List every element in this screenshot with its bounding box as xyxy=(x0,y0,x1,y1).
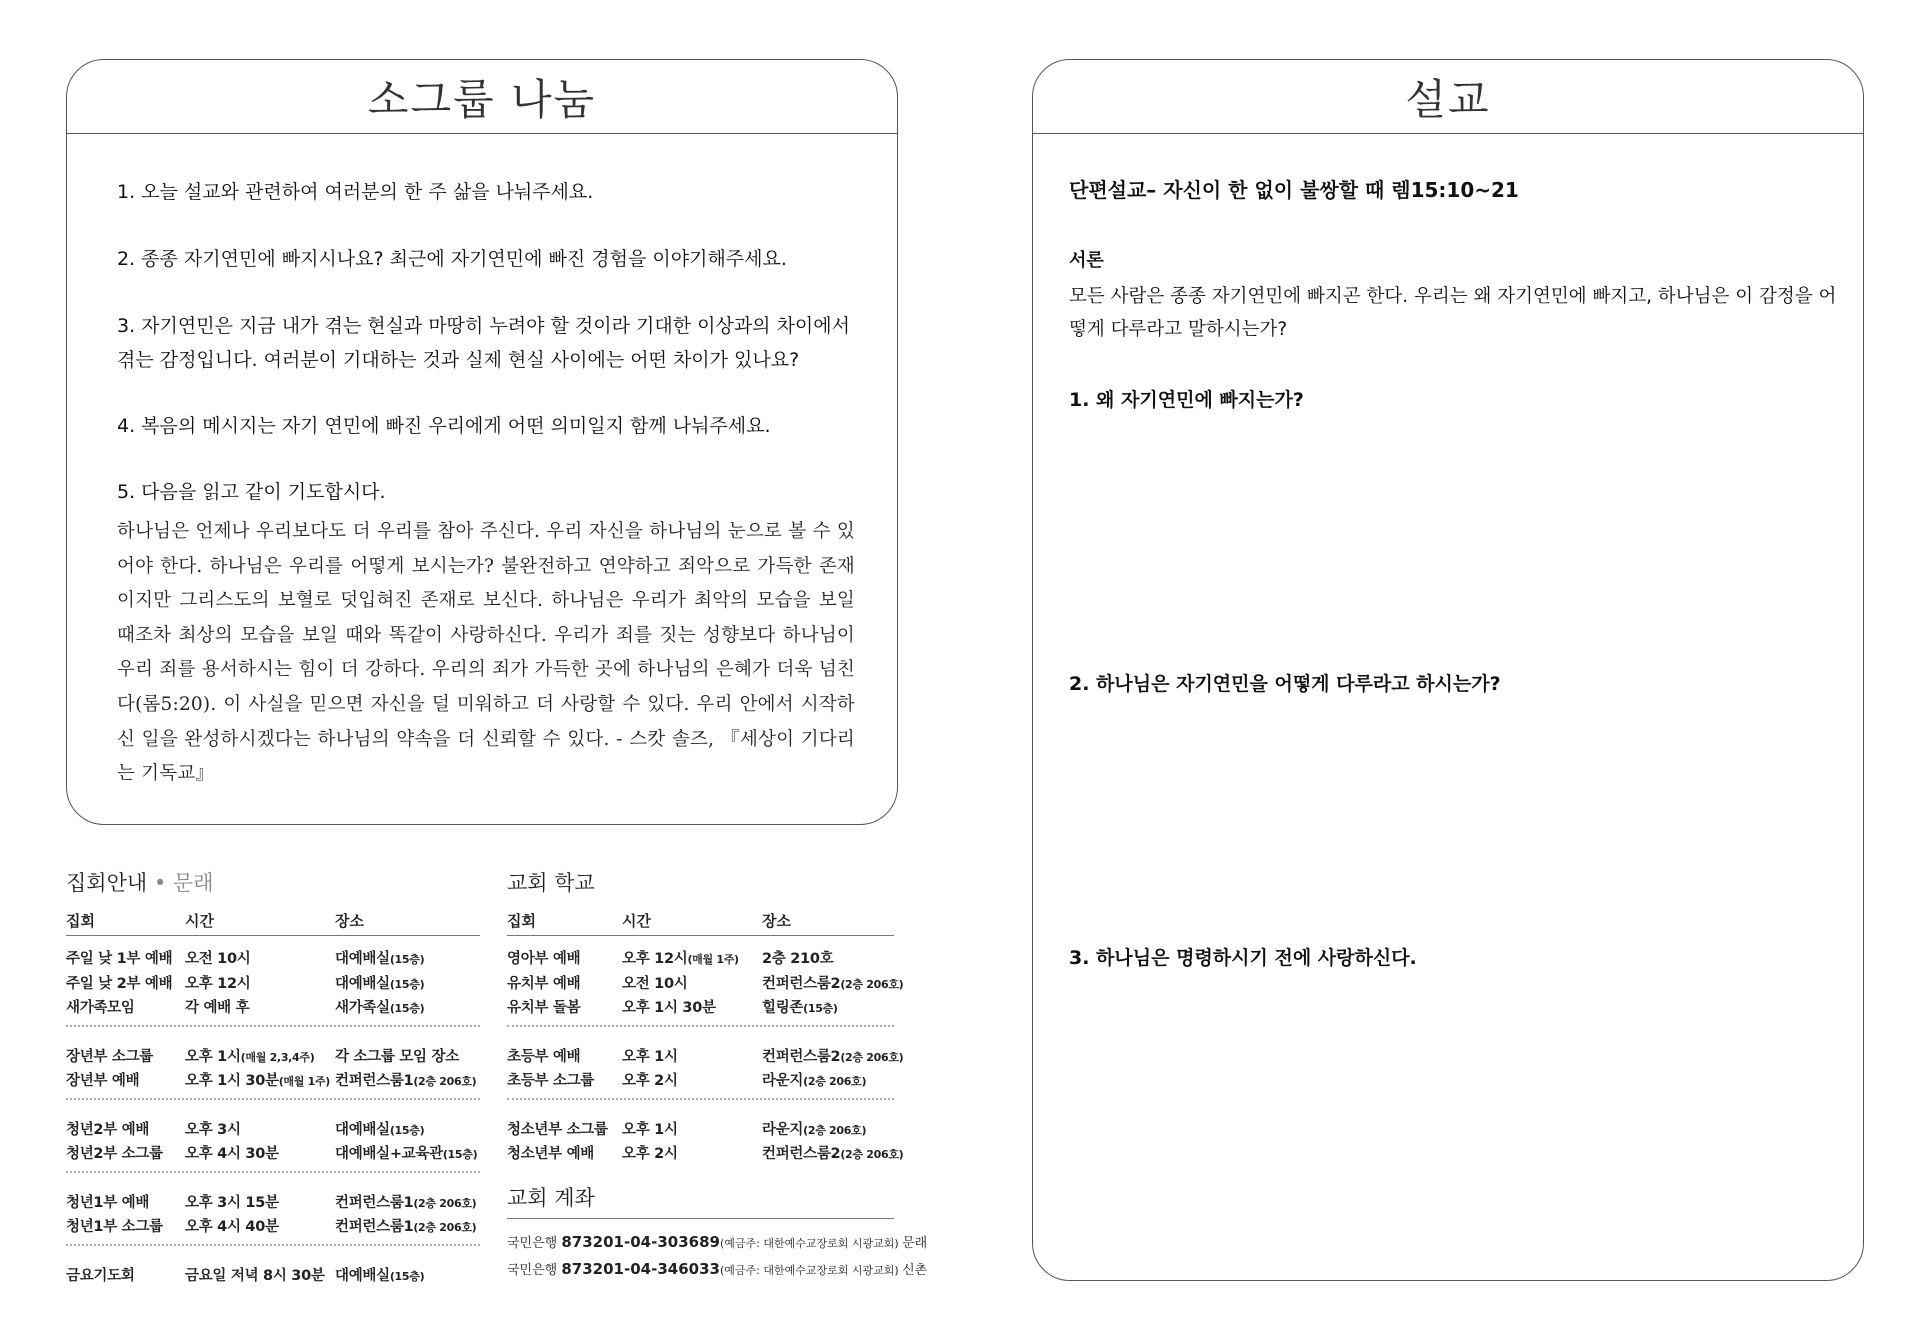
school-header-name: 집회 xyxy=(507,912,536,930)
sermon-point-3: 3. 하나님은 명령하시기 전에 사랑하신다. xyxy=(1069,947,1417,969)
meetings-row-time xyxy=(185,1264,325,1285)
school-group-divider xyxy=(507,1025,894,1027)
account-holder: (예금주: 대한예수교장로회 시광교회) xyxy=(719,1237,903,1250)
meetings-title-suffix: • 문래 xyxy=(153,871,214,895)
school-row-place xyxy=(762,1069,866,1090)
meetings-row-time xyxy=(185,1069,330,1090)
meetings-time-text: 오전 10시 xyxy=(185,951,251,967)
meetings-row-name: 청년1부 예배 xyxy=(66,1194,150,1211)
meetings-row-place xyxy=(335,1215,476,1236)
meetings-time-text: 각 예배 후 xyxy=(185,1000,250,1016)
meetings-place-note: (2층 206호) xyxy=(413,1196,477,1210)
school-time-text: 오후 12시 xyxy=(622,951,688,967)
meetings-row-name: 새가족모임 xyxy=(66,1000,135,1016)
meetings-row-place xyxy=(335,996,424,1017)
meetings-row-place xyxy=(335,1191,476,1212)
school-time-text: 오전 10시 xyxy=(622,975,688,992)
meetings-row-place xyxy=(335,1142,477,1163)
meetings-row-place xyxy=(335,947,424,968)
school-row-time xyxy=(622,996,716,1017)
school-row-name: 초등부 예배 xyxy=(507,1048,581,1065)
sermon-panel-title: 설교 xyxy=(1033,60,1863,134)
meetings-place-note: (15층) xyxy=(442,1148,478,1161)
meetings-row-place xyxy=(335,1069,476,1090)
meetings-group-divider xyxy=(66,1171,480,1173)
meetings-row-time xyxy=(185,996,249,1017)
sermon-intro-label: 서론 xyxy=(1069,250,1104,271)
question-2: 2. 종종 자기연민에 빠지시나요? 최근에 자기연민에 빠진 경험을 이야기해주세요. xyxy=(117,248,787,270)
school-row-name: 영아부 예배 xyxy=(507,951,581,967)
meetings-time-text: 오후 3시 15분 xyxy=(185,1194,279,1211)
school-row-name: 초등부 소그룹 xyxy=(507,1073,594,1089)
meetings-time-text: 오후 12시 xyxy=(185,975,251,992)
meetings-row-name: 청년2부 예배 xyxy=(66,1121,150,1138)
meetings-place-text: 각 소그룹 모임 장소 xyxy=(335,1048,459,1065)
school-place-note: (15층) xyxy=(803,1002,838,1015)
meetings-place-note: (15층) xyxy=(389,1002,425,1015)
school-place-text: 라운지 xyxy=(762,1073,804,1089)
meetings-place-text: 대예배실+교육관 xyxy=(335,1146,443,1162)
meetings-time-text: 오후 4시 30분 xyxy=(185,1146,279,1162)
prayer-text: 하나님은 언제나 우리보다도 더 우리를 참아 주신다. 우리 자신을 하나님의 눈으로 볼 수 있어야 한다. 하나님은 우리를 어떻게 보시는가? 불완전하고 연약하고 죄악으로 가득한 존재이지만 그리스도의 보혈로 덧입혀진 존재로 보신다. 하나님은 우리가 최악의 모습을 보일 때조차 최상의 모습을 보일 때와 똑같이 사랑하신다. 우리가 죄를 짓는 성향보다 하나님이 우리 죄를 용서하시는 힘이 더 강하다. 우리의 죄가 가득한 곳에 하나님의 은혜가 더욱 넘친다(롬5:20). 이 사실을 믿으면 자신을 덜 미워하고 더 사랑할 수 있다. 우리 안에서 시작하신 일을 완성하시겠다는 하나님의 약속을 더 신뢰할 수 있다. - 스캇 솔즈, 『세상이 기다리는 기독교』 xyxy=(117,521,855,785)
sermon-point-1: 1. 왜 자기연민에 빠지는가? xyxy=(1069,389,1304,411)
school-row-time xyxy=(622,947,739,968)
meetings-place-text: 컨퍼런스룸1 xyxy=(335,1219,414,1235)
meetings-time-text: 금요일 저녁 8시 30분 xyxy=(185,1267,325,1284)
meetings-place-text: 컨퍼런스룸1 xyxy=(335,1073,414,1089)
meetings-row-name: 청년2부 소그룹 xyxy=(66,1146,163,1162)
meetings-place-text: 새가족실 xyxy=(335,1000,390,1016)
school-header-rule xyxy=(507,935,894,936)
sermon-intro-text: 모든 사람은 종종 자기연민에 빠지곤 한다. 우리는 왜 자기연민에 빠지고, 하나님은 이 감정을 어떻게 다루라고 말하시는가? xyxy=(1069,286,1837,340)
school-time-text: 오후 2시 xyxy=(622,1073,678,1089)
meetings-group-divider xyxy=(66,1098,480,1100)
school-row-name: 유치부 돌봄 xyxy=(507,1000,581,1016)
accounts-rule xyxy=(507,1218,894,1219)
school-row-place xyxy=(762,1142,903,1163)
meetings-row-time xyxy=(185,972,250,993)
meetings-row-name: 장년부 예배 xyxy=(66,1073,140,1089)
small-group-title: 소그룹 나눔 xyxy=(67,60,897,134)
school-row-time xyxy=(622,1045,678,1066)
meetings-place-note: (15층) xyxy=(389,1123,425,1137)
sermon-point-2: 2. 하나님은 자기연민을 어떻게 다루라고 하시는가? xyxy=(1069,673,1501,695)
meetings-row-time xyxy=(185,1118,241,1139)
school-time-note: (매월 1주) xyxy=(687,953,739,966)
meetings-place-note: (2층 206호) xyxy=(413,1075,477,1088)
school-row-place xyxy=(762,972,903,993)
meetings-time-text: 오후 4시 40분 xyxy=(185,1219,279,1235)
question-1: 1. 오늘 설교와 관련하여 여러분의 한 주 삶을 나눠주세요. xyxy=(117,181,594,203)
school-place-note: (2층 206호) xyxy=(803,1123,867,1137)
school-group-divider xyxy=(507,1098,894,1100)
meetings-row-name: 주일 낮 2부 예배 xyxy=(66,975,173,992)
school-row-place xyxy=(762,1045,903,1066)
school-row-name: 유치부 예배 xyxy=(507,975,581,992)
meetings-row-place xyxy=(335,1118,424,1139)
school-row-time xyxy=(622,1142,678,1163)
account-item xyxy=(507,1232,927,1251)
meetings-row-time xyxy=(185,1045,314,1066)
school-place-text: 컨퍼런스룸2 xyxy=(762,1146,841,1162)
school-place-text: 2층 210호 xyxy=(762,951,834,967)
meetings-row-time xyxy=(185,1191,279,1212)
school-place-note: (2층 206호) xyxy=(840,977,904,991)
school-header-time: 시간 xyxy=(622,912,651,930)
school-place-note: (2층 206호) xyxy=(840,1050,904,1064)
meetings-header-rule xyxy=(66,935,480,936)
school-place-text: 라운지 xyxy=(762,1121,804,1138)
meetings-header-place: 장소 xyxy=(335,912,364,930)
account-number: 873201-04-303689 xyxy=(561,1233,720,1251)
meetings-place-text: 컨퍼런스룸1 xyxy=(335,1194,414,1211)
meetings-time-text: 오후 3시 xyxy=(185,1121,241,1138)
school-place-note: (2층 206호) xyxy=(840,1148,904,1161)
account-branch: 신촌 xyxy=(902,1263,928,1278)
meetings-place-note: (2층 206호) xyxy=(413,1221,477,1234)
question-5: 5. 다음을 읽고 같이 기도합시다. xyxy=(117,481,386,503)
school-header-place: 장소 xyxy=(762,912,791,930)
meetings-header-name: 집회 xyxy=(66,912,95,930)
account-holder: (예금주: 대한예수교장로회 시광교회) xyxy=(719,1264,903,1277)
meetings-row-place xyxy=(335,1264,424,1285)
school-row-time xyxy=(622,1069,678,1090)
school-place-text: 컨퍼런스룸2 xyxy=(762,975,841,992)
school-place-text: 힐링존 xyxy=(762,1000,804,1016)
meetings-place-note: (15층) xyxy=(389,977,425,991)
school-row-name: 청소년부 소그룹 xyxy=(507,1121,608,1138)
meetings-section-title xyxy=(66,867,213,897)
account-number: 873201-04-346033 xyxy=(561,1260,720,1278)
meetings-row-name: 주일 낮 1부 예배 xyxy=(66,951,173,967)
meetings-row-place xyxy=(335,972,424,993)
meetings-time-text: 오후 1시 xyxy=(185,1048,241,1065)
meetings-place-text: 대예배실 xyxy=(335,951,390,967)
meetings-time-note: (매월 2,3,4주) xyxy=(240,1050,315,1064)
meetings-time-text: 오후 1시 30분 xyxy=(185,1073,279,1089)
meetings-row-time xyxy=(185,1215,279,1236)
school-row-name: 청소년부 예배 xyxy=(507,1146,594,1162)
meetings-row-name: 금요기도회 xyxy=(66,1267,135,1284)
school-time-text: 오후 1시 30분 xyxy=(622,1000,716,1016)
question-3: 3. 자기연민은 지금 내가 겪는 현실과 마땅히 누려야 할 것이라 기대한 이상과의 차이에서 겪는 감정입니다. 여러분이 기대하는 것과 실제 현실 사이에는 어떤 차이가 있나요? xyxy=(117,315,850,371)
meetings-row-name: 청년1부 소그룹 xyxy=(66,1219,163,1235)
small-group-panel xyxy=(66,59,898,825)
meetings-row-time xyxy=(185,1142,279,1163)
school-row-place xyxy=(762,1118,866,1139)
meetings-row-place xyxy=(335,1045,459,1066)
accounts-section-title: 교회 계좌 xyxy=(507,1186,595,1210)
school-place-text: 컨퍼런스룸2 xyxy=(762,1048,841,1065)
meetings-place-text: 대예배실 xyxy=(335,1121,390,1138)
account-branch: 문래 xyxy=(902,1236,928,1251)
sermon-panel xyxy=(1032,59,1864,1281)
school-time-text: 오후 2시 xyxy=(622,1146,678,1162)
account-bank: 국민은행 xyxy=(507,1263,562,1278)
school-section-title: 교회 학교 xyxy=(507,871,595,895)
meetings-place-note: (15층) xyxy=(389,1269,425,1283)
sermon-heading: 단편설교– 자신이 한 없이 불쌍할 때 렘15:10~21 xyxy=(1069,178,1519,202)
question-4: 4. 복음의 메시지는 자기 연민에 빠진 우리에게 어떤 의미일지 함께 나눠주세요. xyxy=(117,415,771,437)
school-time-text: 오후 1시 xyxy=(622,1048,678,1065)
meetings-title: 집회안내 xyxy=(66,871,148,895)
account-item xyxy=(507,1259,927,1278)
meetings-header-time: 시간 xyxy=(185,912,214,930)
meetings-time-note: (매월 1주) xyxy=(278,1075,331,1088)
meetings-group-divider xyxy=(66,1025,480,1027)
account-bank: 국민은행 xyxy=(507,1236,562,1251)
meetings-place-text: 대예배실 xyxy=(335,975,390,992)
school-place-note: (2층 206호) xyxy=(803,1075,867,1088)
meetings-row-time xyxy=(185,947,250,968)
school-row-place xyxy=(762,996,838,1017)
meetings-place-text: 대예배실 xyxy=(335,1267,390,1284)
school-time-text: 오후 1시 xyxy=(622,1121,678,1138)
meetings-group-divider xyxy=(66,1244,480,1246)
school-row-place xyxy=(762,947,833,968)
meetings-place-note: (15층) xyxy=(389,953,425,966)
school-row-time xyxy=(622,1118,678,1139)
school-row-time xyxy=(622,972,687,993)
meetings-row-name: 장년부 소그룹 xyxy=(66,1048,153,1065)
